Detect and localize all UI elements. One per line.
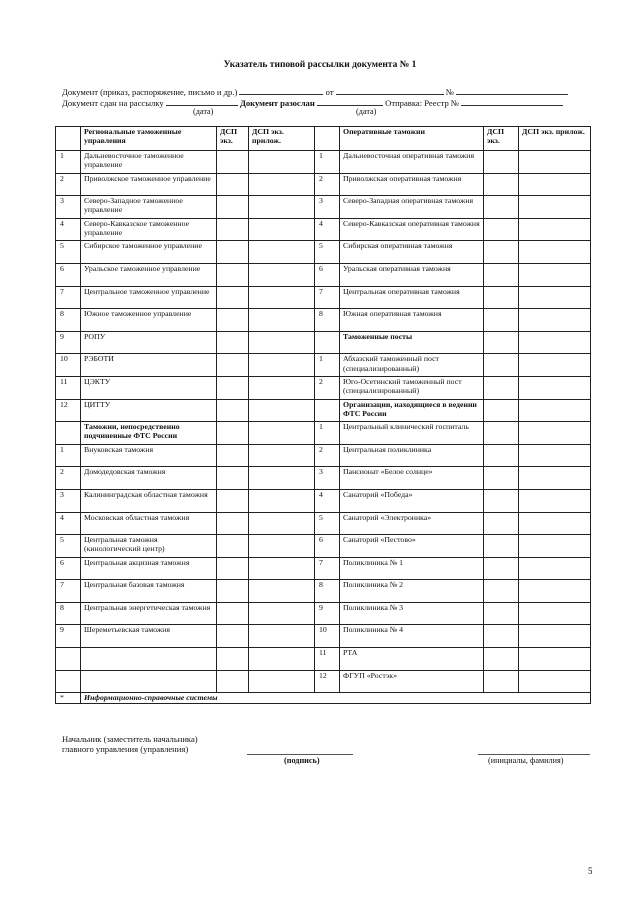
left-number-cell: 5 — [56, 241, 81, 264]
left-dsp-cell — [217, 399, 249, 422]
left-dsp-cell — [217, 489, 249, 512]
left-dsp-app-cell — [249, 151, 315, 174]
right-dsp-app-cell — [519, 196, 591, 219]
page-number: 5 — [588, 866, 593, 876]
left-number-cell: 10 — [56, 354, 81, 377]
left-dsp-cell — [217, 196, 249, 219]
left-dsp-app-cell — [249, 241, 315, 264]
left-dsp-cell — [217, 354, 249, 377]
table-footer-row — [56, 693, 591, 704]
right-dsp-cell — [484, 489, 519, 512]
left-dsp-app-cell — [249, 399, 315, 422]
right-number-cell: 6 — [315, 535, 340, 558]
header-operative: Оперативные таможни — [340, 127, 484, 151]
right-number-cell: 11 — [315, 648, 340, 671]
dispatch-label: Отправка: — [385, 98, 423, 108]
sent-label: Документ разослан — [239, 98, 315, 108]
left-dsp-cell — [217, 376, 249, 399]
left-recipient-cell: Приволжское таможенное управление — [81, 173, 217, 196]
left-dsp-cell — [217, 467, 249, 490]
left-dsp-cell — [217, 648, 249, 671]
doc-type-blank — [239, 86, 323, 95]
left-dsp-app-cell — [249, 467, 315, 490]
left-number-cell: 3 — [56, 196, 81, 219]
left-recipient-cell: Уральское таможенное управление — [81, 263, 217, 286]
left-number-cell: 3 — [56, 489, 81, 512]
right-number-cell: 7 — [315, 286, 340, 309]
right-dsp-cell — [484, 151, 519, 174]
left-dsp-app-cell — [249, 444, 315, 467]
right-dsp-cell — [484, 376, 519, 399]
table-header-row — [56, 127, 591, 151]
footer-info-systems: Информационно-справочные системы — [81, 693, 591, 704]
table-row — [56, 196, 591, 219]
right-dsp-cell — [484, 218, 519, 241]
left-number-cell: 4 — [56, 512, 81, 535]
right-dsp-cell — [484, 173, 519, 196]
left-recipient-cell: Таможни, непосредственно подчиненные ФТС России — [81, 422, 217, 445]
header-dsp-left: ДСП экз. — [217, 127, 249, 151]
right-dsp-cell — [484, 512, 519, 535]
left-dsp-cell — [217, 286, 249, 309]
header-num-cell — [56, 127, 81, 151]
left-recipient-cell: Центральная энергетическая таможня — [81, 602, 217, 625]
right-number-cell — [315, 331, 340, 354]
right-recipient-cell: Санаторий «Победа» — [340, 489, 484, 512]
signature-line — [247, 754, 353, 755]
table-row — [56, 580, 591, 603]
left-recipient-cell — [81, 648, 217, 671]
right-recipient-cell: Поликлиника № 4 — [340, 625, 484, 648]
right-dsp-app-cell — [519, 489, 591, 512]
right-number-cell: 2 — [315, 376, 340, 399]
left-recipient-cell: РОПУ — [81, 331, 217, 354]
left-dsp-cell — [217, 263, 249, 286]
left-dsp-app-cell — [249, 535, 315, 558]
right-number-cell — [315, 399, 340, 422]
right-number-cell: 10 — [315, 625, 340, 648]
left-dsp-cell — [217, 309, 249, 332]
table-row — [56, 263, 591, 286]
right-dsp-cell — [484, 467, 519, 490]
left-dsp-app-cell — [249, 489, 315, 512]
right-number-cell: 8 — [315, 309, 340, 332]
left-number-cell: 8 — [56, 602, 81, 625]
left-number-cell: 5 — [56, 535, 81, 558]
left-dsp-app-cell — [249, 286, 315, 309]
right-number-cell: 5 — [315, 512, 340, 535]
table-row — [56, 241, 591, 264]
right-dsp-app-cell — [519, 151, 591, 174]
right-dsp-cell — [484, 354, 519, 377]
right-dsp-app-cell — [519, 331, 591, 354]
right-number-cell: 9 — [315, 602, 340, 625]
left-dsp-app-cell — [249, 648, 315, 671]
left-recipient-cell: Северо-Западное таможенное управление — [81, 196, 217, 219]
left-recipient-cell: ЦИТТУ — [81, 399, 217, 422]
left-number-cell: 6 — [56, 557, 81, 580]
right-recipient-cell: Поликлиника № 2 — [340, 580, 484, 603]
left-recipient-cell: Московская областная таможня — [81, 512, 217, 535]
left-dsp-cell — [217, 444, 249, 467]
left-dsp-app-cell — [249, 602, 315, 625]
right-dsp-app-cell — [519, 376, 591, 399]
left-recipient-cell: Центральная таможня (кинологический центр) — [81, 535, 217, 558]
right-dsp-app-cell — [519, 602, 591, 625]
left-dsp-cell — [217, 151, 249, 174]
right-recipient-cell: Санаторий «Электроника» — [340, 512, 484, 535]
right-dsp-cell — [484, 309, 519, 332]
left-recipient-cell: Центральная акцизная таможня — [81, 557, 217, 580]
left-number-cell: 9 — [56, 331, 81, 354]
table-row — [56, 286, 591, 309]
right-dsp-cell — [484, 196, 519, 219]
right-dsp-app-cell — [519, 535, 591, 558]
sent-date-blank — [317, 97, 383, 106]
right-number-cell: 1 — [315, 422, 340, 445]
left-dsp-app-cell — [249, 580, 315, 603]
header-num-cell — [315, 127, 340, 151]
distribution-table — [55, 126, 591, 704]
right-dsp-cell — [484, 648, 519, 671]
left-dsp-cell — [217, 218, 249, 241]
table-row — [56, 648, 591, 671]
left-dsp-app-cell — [249, 263, 315, 286]
right-dsp-app-cell — [519, 557, 591, 580]
header-dsp-app-left: ДСП экз. прилож. — [249, 127, 315, 151]
right-number-cell: 2 — [315, 173, 340, 196]
left-dsp-app-cell — [249, 196, 315, 219]
right-dsp-app-cell — [519, 580, 591, 603]
header-dsp-app-right: ДСП экз. прилож. — [519, 127, 591, 151]
table-row — [56, 444, 591, 467]
right-dsp-app-cell — [519, 512, 591, 535]
right-number-cell: 5 — [315, 241, 340, 264]
table-row — [56, 489, 591, 512]
left-recipient-cell: Внуковская таможня — [81, 444, 217, 467]
left-dsp-app-cell — [249, 309, 315, 332]
right-dsp-app-cell — [519, 670, 591, 693]
right-recipient-cell: Поликлиника № 1 — [340, 557, 484, 580]
left-number-cell: 9 — [56, 625, 81, 648]
left-dsp-app-cell — [249, 422, 315, 445]
right-dsp-app-cell — [519, 467, 591, 490]
left-number-cell: 7 — [56, 286, 81, 309]
header-line-document — [62, 86, 602, 97]
position-line-1: Начальник (заместитель начальника) — [62, 734, 198, 744]
right-number-cell: 3 — [315, 196, 340, 219]
right-number-cell: 1 — [315, 354, 340, 377]
left-dsp-cell — [217, 557, 249, 580]
right-dsp-cell — [484, 557, 519, 580]
table-row — [56, 218, 591, 241]
header-regional: Региональные таможенные управления — [81, 127, 217, 151]
left-number-cell: 1 — [56, 151, 81, 174]
table-row — [56, 512, 591, 535]
right-recipient-cell: Центральная поликлиника — [340, 444, 484, 467]
table-row — [56, 354, 591, 377]
left-dsp-app-cell — [249, 354, 315, 377]
number-label: № — [445, 87, 455, 97]
right-dsp-app-cell — [519, 241, 591, 264]
right-dsp-cell — [484, 422, 519, 445]
left-dsp-cell — [217, 512, 249, 535]
right-recipient-cell: Уральская оперативная таможня — [340, 263, 484, 286]
right-recipient-cell: ФГУП «Ростэк» — [340, 670, 484, 693]
right-dsp-cell — [484, 670, 519, 693]
right-recipient-cell: Дальневосточная оперативная таможня — [340, 151, 484, 174]
right-dsp-app-cell — [519, 263, 591, 286]
right-dsp-cell — [484, 263, 519, 286]
left-recipient-cell: Шереметьевская таможня — [81, 625, 217, 648]
right-dsp-cell — [484, 331, 519, 354]
left-dsp-cell — [217, 535, 249, 558]
right-recipient-cell: Организации, находящиеся в ведении ФТС России — [340, 399, 484, 422]
right-number-cell: 4 — [315, 489, 340, 512]
date-blank — [336, 86, 444, 95]
right-dsp-cell — [484, 444, 519, 467]
document-title: Указатель типовой рассылки документа № 1 — [223, 60, 417, 70]
right-dsp-app-cell — [519, 309, 591, 332]
table-row — [56, 467, 591, 490]
left-dsp-cell — [217, 670, 249, 693]
table-row — [56, 309, 591, 332]
right-recipient-cell: Центральная оперативная таможня — [340, 286, 484, 309]
right-dsp-app-cell — [519, 399, 591, 422]
left-number-cell: 2 — [56, 173, 81, 196]
right-dsp-app-cell — [519, 173, 591, 196]
left-number-cell: 8 — [56, 309, 81, 332]
submitted-label: Документ сдан на рассылку — [62, 98, 164, 108]
left-dsp-app-cell — [249, 376, 315, 399]
table-row — [56, 535, 591, 558]
left-recipient-cell: Южное таможенное управление — [81, 309, 217, 332]
right-dsp-app-cell — [519, 218, 591, 241]
left-dsp-app-cell — [249, 557, 315, 580]
left-number-cell: 12 — [56, 399, 81, 422]
right-number-cell: 6 — [315, 263, 340, 286]
right-dsp-cell — [484, 286, 519, 309]
right-recipient-cell: Пансионат «Белое солнце» — [340, 467, 484, 490]
table-row — [56, 670, 591, 693]
date-caption-2: (дата) — [356, 107, 377, 116]
right-recipient-cell: Северо-Западная оперативная таможня — [340, 196, 484, 219]
left-number-cell — [56, 648, 81, 671]
left-recipient-cell: РЭБОТИ — [81, 354, 217, 377]
left-number-cell — [56, 422, 81, 445]
table-row — [56, 602, 591, 625]
right-recipient-cell: Абхазский таможенный пост (специализированный) — [340, 354, 484, 377]
right-recipient-cell: Северо-Кавказская оперативная таможня — [340, 218, 484, 241]
right-number-cell: 12 — [315, 670, 340, 693]
left-dsp-app-cell — [249, 512, 315, 535]
right-number-cell: 3 — [315, 467, 340, 490]
right-number-cell: 1 — [315, 151, 340, 174]
right-number-cell: 7 — [315, 557, 340, 580]
left-dsp-app-cell — [249, 173, 315, 196]
left-recipient-cell: Центральное таможенное управление — [81, 286, 217, 309]
right-dsp-app-cell — [519, 422, 591, 445]
signature-caption: (подпись) — [284, 756, 320, 765]
right-recipient-cell: Юго-Осетинский таможенный пост (специализированный) — [340, 376, 484, 399]
left-dsp-app-cell — [249, 331, 315, 354]
left-dsp-app-cell — [249, 218, 315, 241]
left-dsp-cell — [217, 241, 249, 264]
position-line-2: главного управления (управления) — [62, 744, 189, 754]
right-dsp-cell — [484, 580, 519, 603]
left-number-cell: 1 — [56, 444, 81, 467]
left-number-cell: 2 — [56, 467, 81, 490]
submitted-date-blank — [166, 97, 238, 106]
right-dsp-cell — [484, 602, 519, 625]
right-recipient-cell: Таможенные посты — [340, 331, 484, 354]
right-recipient-cell: Центральный клинический госпиталь — [340, 422, 484, 445]
left-number-cell: 11 — [56, 376, 81, 399]
right-number-cell: 8 — [315, 580, 340, 603]
right-dsp-app-cell — [519, 354, 591, 377]
signatory-position — [62, 734, 198, 754]
right-recipient-cell: Санаторий «Пестово» — [340, 535, 484, 558]
right-recipient-cell: Приволжская оперативная таможня — [340, 173, 484, 196]
right-dsp-cell — [484, 535, 519, 558]
right-dsp-cell — [484, 399, 519, 422]
table-row — [56, 422, 591, 445]
left-number-cell — [56, 670, 81, 693]
right-number-cell: 2 — [315, 444, 340, 467]
left-number-cell: 6 — [56, 263, 81, 286]
left-recipient-cell: Центральная базовая таможня — [81, 580, 217, 603]
right-recipient-cell: Сибирская оперативная таможня — [340, 241, 484, 264]
right-dsp-cell — [484, 625, 519, 648]
right-dsp-app-cell — [519, 286, 591, 309]
right-dsp-app-cell — [519, 444, 591, 467]
table-row — [56, 376, 591, 399]
left-dsp-cell — [217, 331, 249, 354]
left-dsp-cell — [217, 173, 249, 196]
number-blank — [456, 86, 568, 95]
date-caption-1: (дата) — [193, 107, 214, 116]
right-recipient-cell: РТА — [340, 648, 484, 671]
left-recipient-cell: Дальневосточное таможенное управление — [81, 151, 217, 174]
left-recipient-cell: ЦЭКТУ — [81, 376, 217, 399]
registry-label: Реестр № — [424, 98, 460, 108]
left-dsp-cell — [217, 580, 249, 603]
left-number-cell: 4 — [56, 218, 81, 241]
header-line-dispatch — [62, 97, 602, 108]
table-row — [56, 557, 591, 580]
table-row — [56, 173, 591, 196]
table-row — [56, 331, 591, 354]
right-number-cell: 4 — [315, 218, 340, 241]
left-dsp-cell — [217, 602, 249, 625]
doc-type-label: Документ (приказ, распоряжение, письмо и др.) — [62, 87, 238, 97]
footer-mark: * — [56, 693, 81, 704]
registry-blank — [461, 97, 563, 106]
right-dsp-cell — [484, 241, 519, 264]
table-row — [56, 625, 591, 648]
left-recipient-cell: Домодедовская таможня — [81, 467, 217, 490]
header-dsp-right: ДСП экз. — [484, 127, 519, 151]
left-dsp-cell — [217, 422, 249, 445]
left-dsp-cell — [217, 625, 249, 648]
left-recipient-cell — [81, 670, 217, 693]
table-row — [56, 399, 591, 422]
right-recipient-cell: Поликлиника № 3 — [340, 602, 484, 625]
table-row — [56, 151, 591, 174]
left-dsp-app-cell — [249, 625, 315, 648]
left-number-cell: 7 — [56, 580, 81, 603]
left-recipient-cell: Северо-Кавказское таможенное управление — [81, 218, 217, 241]
right-recipient-cell: Южная оперативная таможня — [340, 309, 484, 332]
left-recipient-cell: Калининградская областная таможня — [81, 489, 217, 512]
right-dsp-app-cell — [519, 625, 591, 648]
name-caption: (инициалы, фамилия) — [488, 756, 564, 765]
right-dsp-app-cell — [519, 648, 591, 671]
name-line — [478, 754, 590, 755]
left-recipient-cell: Сибирское таможенное управление — [81, 241, 217, 264]
from-label: от — [325, 87, 334, 97]
left-dsp-app-cell — [249, 670, 315, 693]
